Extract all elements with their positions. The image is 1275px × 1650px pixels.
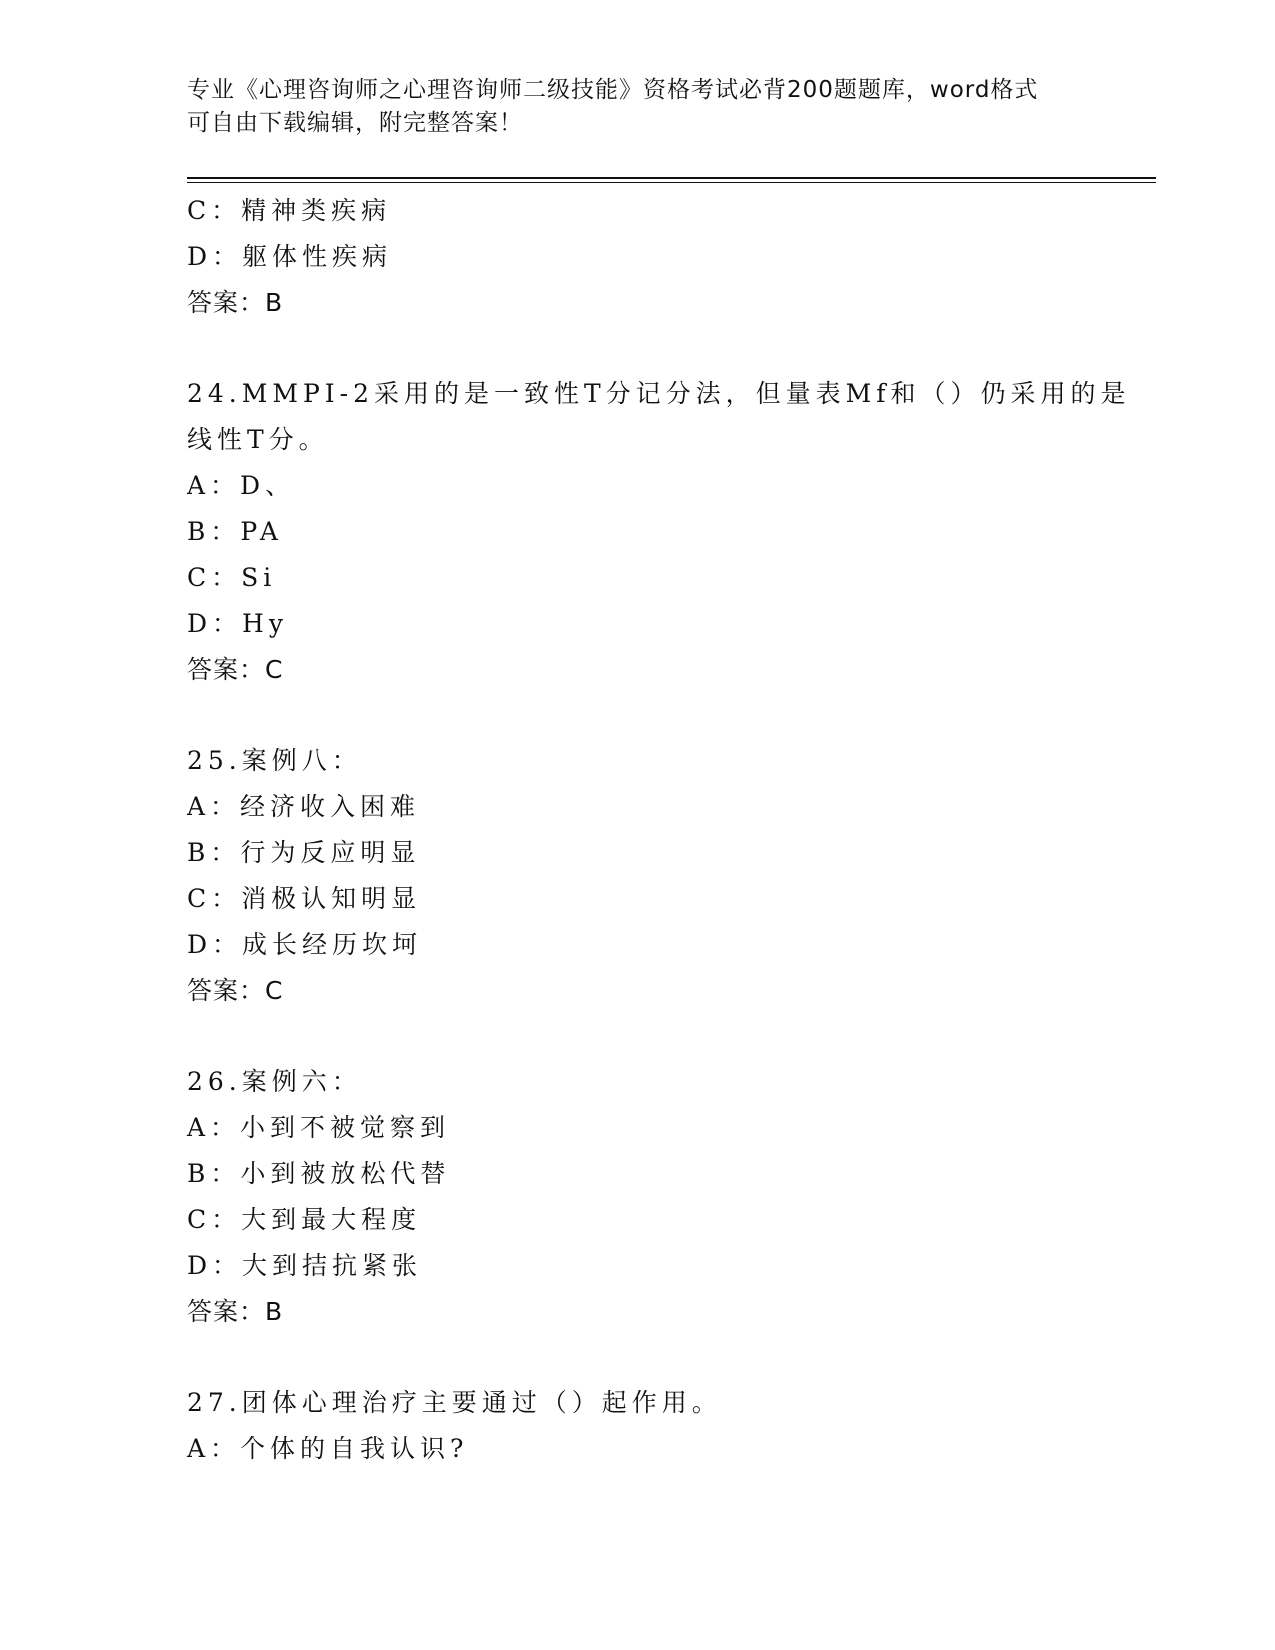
question-26 (187, 1059, 1147, 1335)
spacer (187, 1014, 1147, 1059)
option-c: C：Si (187, 563, 277, 592)
option-c: C：大到最大程度 (187, 1205, 422, 1234)
question-stem: 25.案例八： (187, 746, 362, 775)
spacer (187, 693, 1147, 738)
option-a: A：个体的自我认识? (187, 1434, 469, 1463)
answer-line: 答案：B (187, 1297, 284, 1326)
document-header (187, 74, 1067, 140)
question-stem: 26.案例六： (187, 1067, 362, 1096)
option-c: C：消极认知明显 (187, 884, 422, 913)
option-a: A：D、 (187, 471, 296, 500)
answer-line: 答案：C (187, 655, 284, 684)
option-d: D：Hy (187, 609, 288, 638)
option-b: B：PA (187, 517, 283, 546)
header-divider (187, 177, 1156, 183)
option-d: D：躯体性疾病 (187, 242, 393, 271)
option-b: B：行为反应明显 (187, 838, 421, 867)
option-d: D：成长经历坎坷 (187, 930, 423, 959)
header-title-line-2: 可自由下载编辑，附完整答案！ (187, 110, 523, 136)
question-stem-continued: 线性T分。 (187, 425, 329, 454)
option-a: A：小到不被觉察到 (187, 1113, 451, 1142)
question-stem: 27.团体心理治疗主要通过（）起作用。 (187, 1388, 722, 1417)
header-title-line-1: 专业《心理咨询师之心理咨询师二级技能》资格考试必背200题题库，word格式 (187, 77, 1039, 103)
spacer (187, 1335, 1147, 1380)
question-stem: 24.MMPI-2采用的是一致性T分记分法，但量表Mf和（）仍采用的是 (187, 379, 1131, 408)
spacer (187, 326, 1147, 371)
answer-line: 答案：B (187, 288, 284, 317)
question-25 (187, 738, 1147, 1014)
option-b: B：小到被放松代替 (187, 1159, 451, 1188)
question-23-continued (187, 188, 1147, 326)
answer-line: 答案：C (187, 976, 284, 1005)
question-list (187, 188, 1147, 1472)
question-27 (187, 1380, 1147, 1472)
question-24 (187, 371, 1147, 693)
option-c: C：精神类疾病 (187, 196, 392, 225)
option-d: D：大到拮抗紧张 (187, 1251, 423, 1280)
option-a: A：经济收入困难 (187, 792, 421, 821)
